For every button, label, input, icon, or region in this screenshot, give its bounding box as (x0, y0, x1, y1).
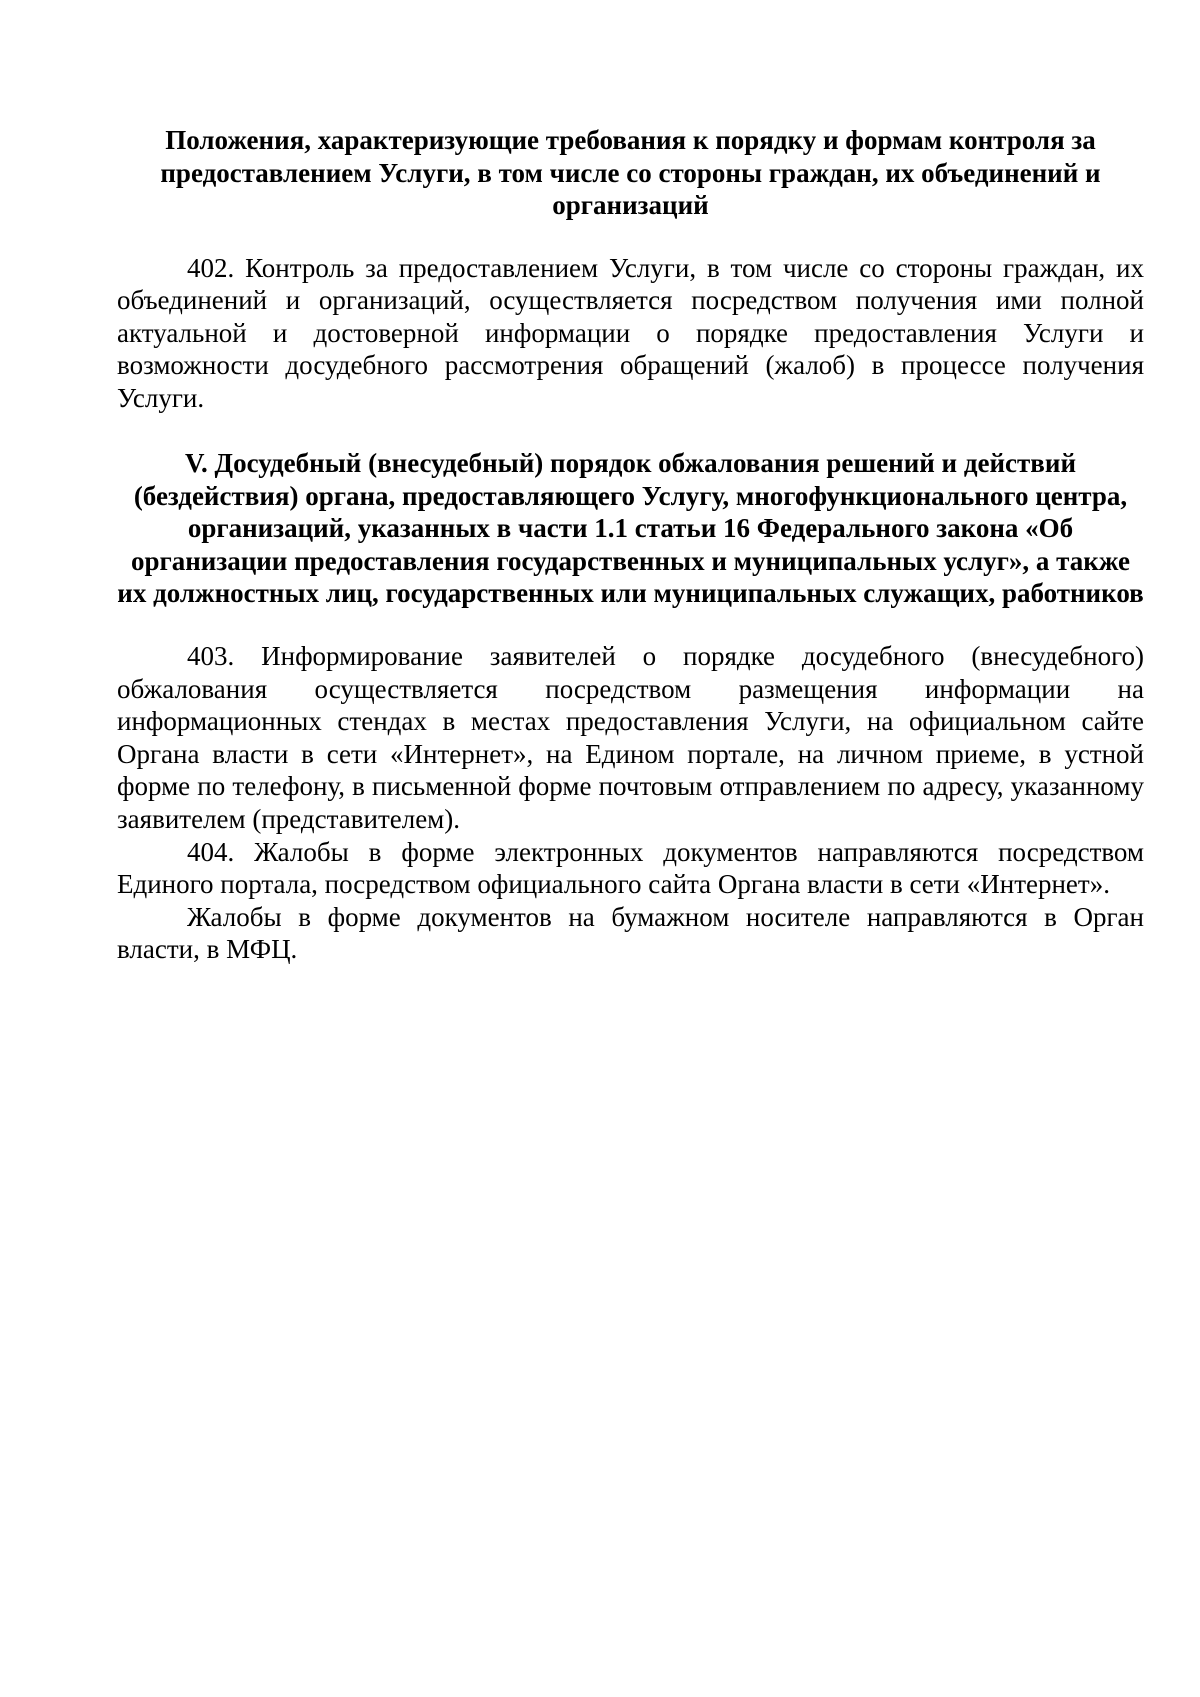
paragraph-404: 404. Жалобы в форме электронных документов направляются посредством Единого портала, посредством официального сайта Органа власти в сети «Интернет». (117, 836, 1144, 900)
section-heading-control: Положения, характеризующие требования к порядку и формам контроля за предоставлением Услуги, в том числе со стороны граждан, их объединений и организаций (160, 125, 1101, 220)
paragraph-402: 402. Контроль за предоставлением Услуги, в том числе со стороны граждан, их объединений и организаций, осуществляется посредством получения ими полной актуальной и достоверной информации о порядке предоставления Услуги и возможности досудебного рассмотрения обращений (жалоб) в процессе получения Услуги. (117, 252, 1144, 413)
section-heading-appeal: V. Досудебный (внесудебный) порядок обжалования решений и действий (бездействия) органа, предоставляющего Услугу, многофункционального центра, организаций, указанных в части 1.1 статьи 16 Федерального закона «Об организации предоставления государственных и муниципальных услуг», а также их должностных лиц, государственных или муниципальных служащих, работников (117, 448, 1144, 609)
paragraph-404-continued: Жалобы в форме документов на бумажном носителе направляются в Орган власти, в МФЦ. (117, 901, 1144, 965)
document-body (117, 124, 1144, 966)
paragraph-403: 403. Информирование заявителей о порядке досудебного (внесудебного) обжалования осуществляется посредством размещения информации на информационных стендах в местах предоставления Услуги, на официальном сайте Органа власти в сети «Интернет», на Едином портале, на личном приеме, в устной форме по телефону, в письменной форме почтовым отправлением по адресу, указанному заявителем (представителем). (117, 640, 1144, 834)
